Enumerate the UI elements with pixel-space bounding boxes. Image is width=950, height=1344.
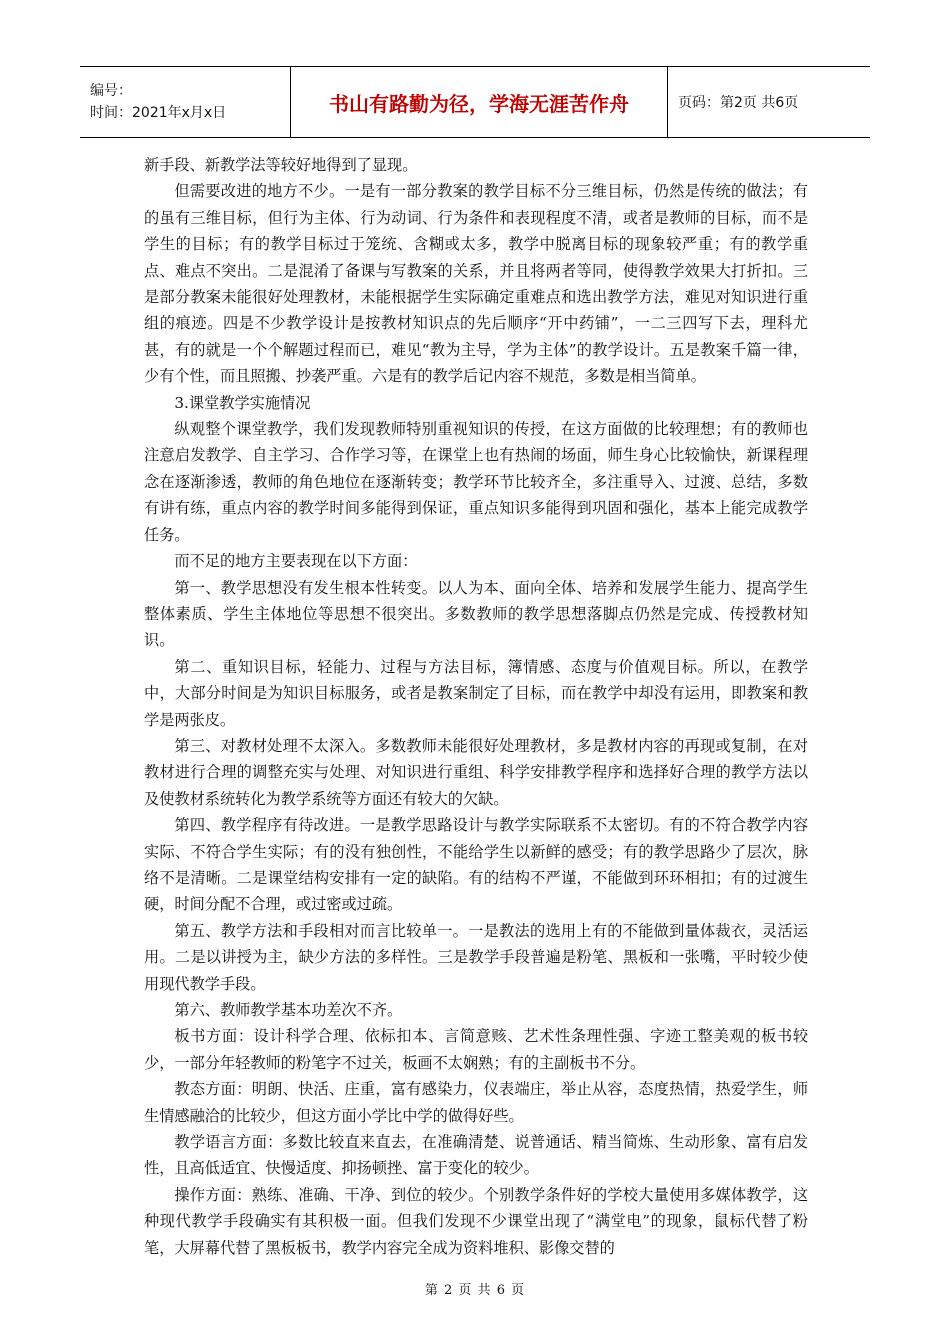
date-label: 时间：2021年x月x日 [90, 105, 227, 121]
paragraph: 第一、教学思想没有发生根本性转变。以人为本、面向全体、培养和发展学生能力、提高学生整体素质、学生主体地位等思想不很突出。多数教师的教学思想落脚点仍然是完成、传授教材知识。 [144, 578, 808, 650]
paragraph: 操作方面：熟练、准确、干净、到位的较少。个别教学条件好的学校大量使用多媒体教学，这种现代教学手段确实有其积极一面。但我们发现不少课堂出现了“满堂电”的现象，鼠标代替了粉笔，大屏幕代替了黑板板书，教学内容完全成为资料堆积、影像交替的 [144, 1185, 808, 1257]
paragraph: 板书方面：设计科学合理、依标扣本、言简意赅、艺术性条理性强、字迹工整美观的板书较少，一部分年轻教师的粉笔字不过关，板画不太娴熟；有的主副板书不分。 [144, 1027, 808, 1072]
paragraph: 第五、教学方法和手段相对而言比较单一。一是教法的选用上有的不能做到量体裁衣，灵活运用。二是以讲授为主，缺少方法的多样性。三是教学手段普遍是粉笔、黑板和一张嘴，平时较少使用现代教学手段。 [144, 921, 808, 993]
header-meta [80, 67, 291, 137]
header-page-info: 页码：第2页 共6页 [678, 95, 799, 111]
paragraph: 教态方面：明朗、快活、庄重，富有感染力，仪表端庄，举止从容，态度热情，热爱学生，师生情感融洽的比较少，但这方面小学比中学的做得好些。 [144, 1080, 808, 1125]
page-header [80, 66, 870, 138]
paragraph: 第四、教学程序有待改进。一是教学思路设计与教学实际联系不太密切。有的不符合教学内容实际、不符合学生实际；有的没有独创性，不能给学生以新鲜的感受；有的教学思路少了层次，脉络不是清晰。二是课堂结构安排有一定的缺陷。有的结构不严谨，不能做到环环相扣；有的过渡生硬，时间分配不合理，或过密或过疏。 [144, 816, 808, 914]
header-motto: 书山有路勤为径，学海无涯苦作舟 [291, 67, 668, 137]
paragraph: 第二、重知识目标，轻能力、过程与方法目标，簿情感、态度与价值观目标。所以，在教学中，大部分时间是为知识目标服务，或者是教案制定了目标，而在教学中却没有运用，即教案和教学是两张皮。 [144, 657, 808, 729]
page-footer: 第 2 页 共 6 页 [424, 1283, 526, 1298]
document-body [144, 152, 808, 1261]
paragraph: 而不足的地方主要表现在以下方面： [174, 552, 418, 571]
paragraph: 但需要改进的地方不少。一是有一部分教案的教学目标不分三维目标，仍然是传统的做法；有的虽有三维目标，但行为主体、行为动词、行为条件和表现程度不清，或者是教师的目标，而不是学生的目标；有的教学目标过于笼统、含糊或太多，教学中脱离目标的现象较严重；有的教学重点、难点不突出。二是混淆了备课与写教案的关系，并且将两者等同，使得教学效果大打折扣。三是部分教案未能很好处理教材，未能根据学生实际确定重难点和选出教学方法，难见对知识进行重组的痕迹。四是不少教学设计是按教材知识点的先后顺序“开中药铺”，一二三四写下去，理科尤甚，有的就是一个个解题过程而已，难见“教为主导，学为主体”的教学设计。五是教案千篇一律，少有个性，而且照搬、抄袭严重。六是有的教学后记内容不规范，多数是相当简单。 [144, 182, 808, 386]
paragraph: 第三、对教材处理不太深入。多数教师未能很好处理教材，多是教材内容的再现或复制，在对教材进行合理的调整充实与处理、对知识进行重组、科学安排教学程序和选择好合理的教学方法以及使教材系统转化为教学系统等方面还有较大的欠缺。 [144, 736, 808, 808]
paragraph: 第六、教师教学基本功差次不齐。 [174, 1001, 403, 1019]
paragraph: 教学语言方面：多数比较直来直去，在准确清楚、说普通话、精当简炼、生动形象、富有启发性，且高低适宜、快慢适度、抑扬顿挫、富于变化的较少。 [144, 1133, 808, 1178]
number-label: 编号： [90, 83, 132, 99]
paragraph: 新手段、新教学法等较好地得到了显现。 [144, 156, 418, 174]
paragraph: 纵观整个课堂教学，我们发现教师特别重视知识的传授，在这方面做的比较理想；有的教师也注意启发教学、自主学习、合作学习等，在课堂上也有热闹的场面，师生身心比较愉快，新课程理念在逐渐渗透，教师的角色地位在逐渐转变；教学环节比较齐全，多注重导入、过渡、总结，多数有讲有练，重点内容的教学时间多能得到保证，重点知识多能得到巩固和强化，基本上能完成教学任务。 [144, 420, 808, 544]
section-heading: 3.课堂教学实施情况 [174, 393, 311, 412]
